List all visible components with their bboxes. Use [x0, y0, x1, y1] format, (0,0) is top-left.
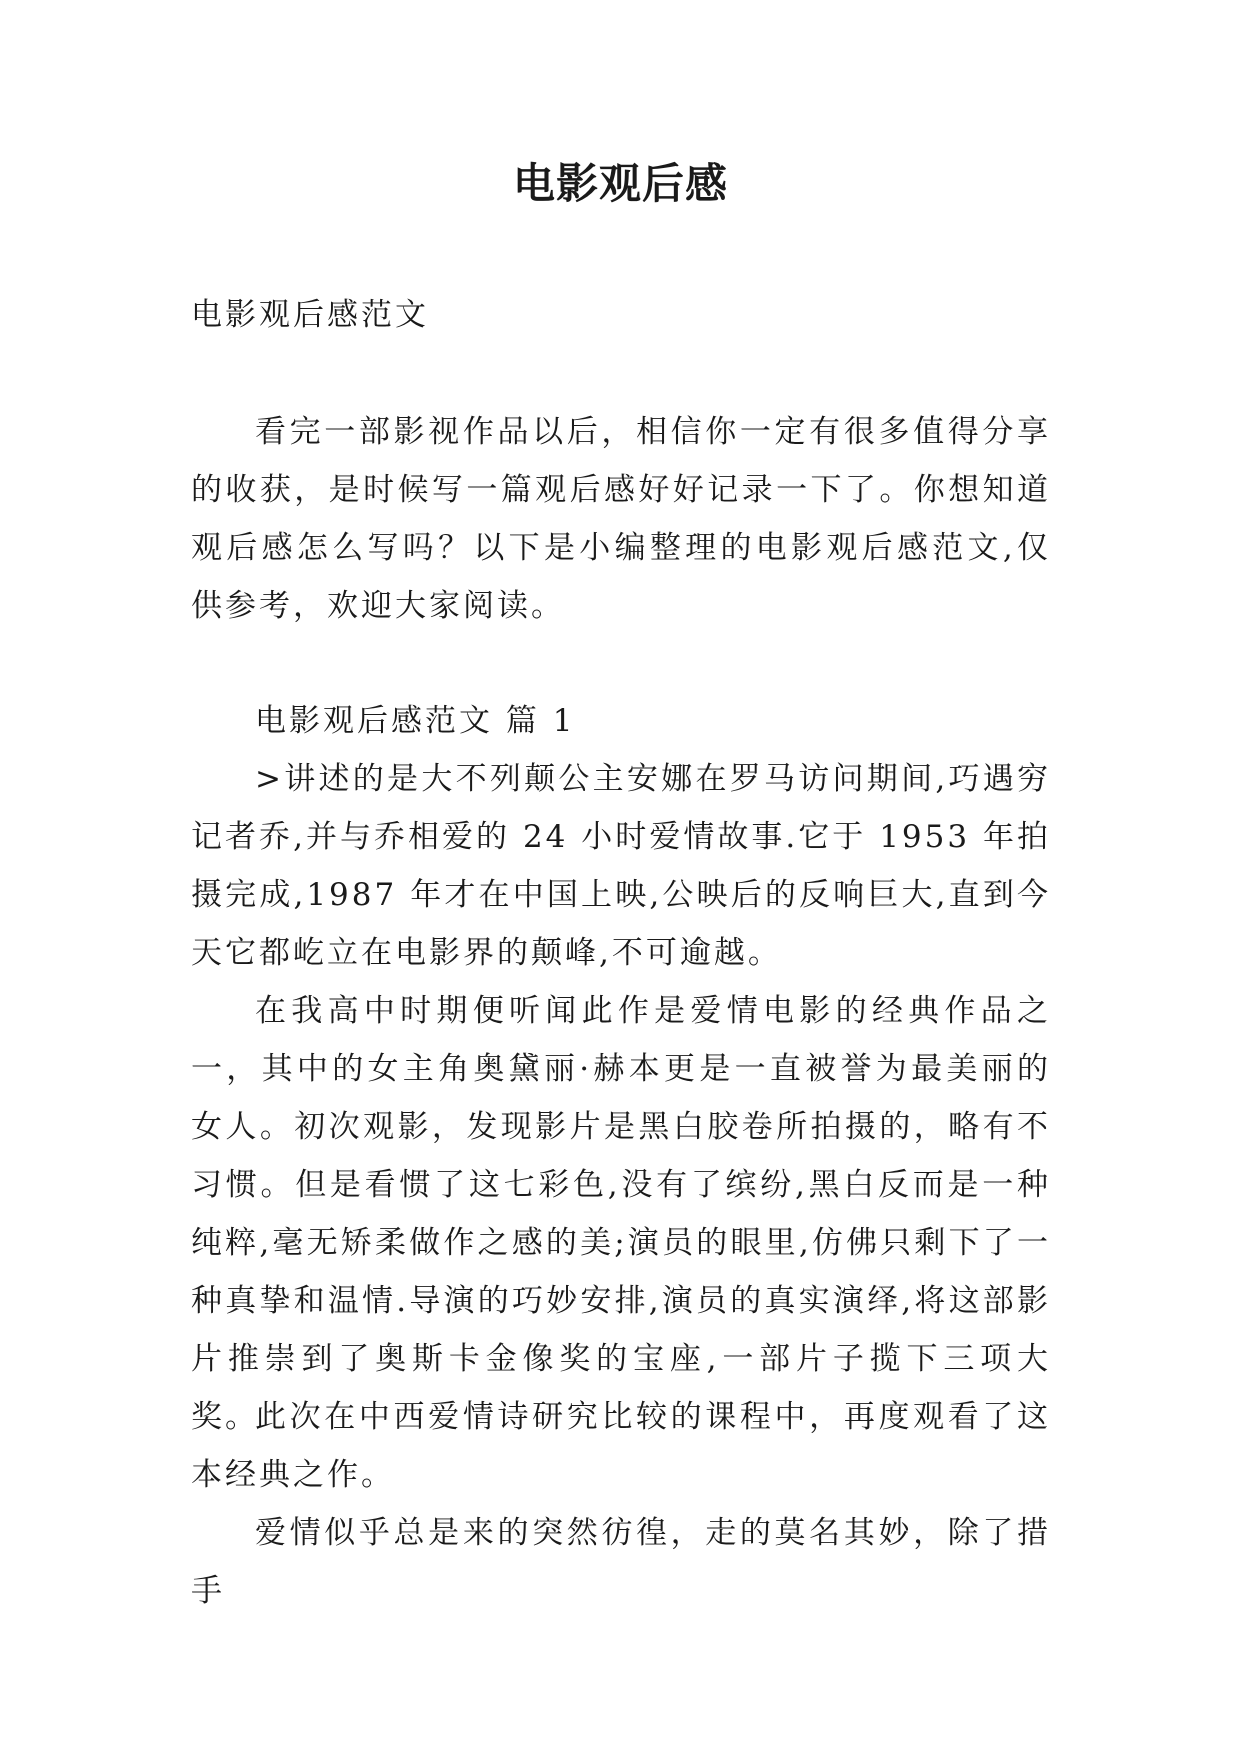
section-heading: 电影观后感范文 篇 1	[255, 703, 576, 739]
body-paragraph: 此次在中西爱情诗研究比较的课程中，再度观看了这本经典之作。	[191, 1399, 1051, 1493]
body-paragraph: >讲述的是大不列颠公主安娜在罗马访问期间,巧遇穷记者乔,并与乔相爱的 24 小时爱情故事.它于 1953 年拍摄完成,1987 年才在中国上映,公映后的反响巨大,直到今天它都屹立在电影界的颠峰,不可逾越。	[191, 761, 1051, 971]
document-title: 电影观后感	[512, 159, 728, 208]
document-subtitle: 电影观后感范文	[191, 297, 429, 333]
body-paragraph: 爱情似乎总是来的突然彷徨，走的莫名其妙，除了措手	[191, 1515, 1051, 1609]
body-paragraph: 在我高中时期便听闻此作是爱情电影的经典作品之一，其中的女主角奥黛丽·赫本更是一直被誉为最美丽的女人。初次观影，发现影片是黑白胶卷所拍摄的，略有不习惯。但是看惯了这七彩色,没有了缤纷,黑白反而是一种纯粹,毫无矫柔做作之感的美;演员的眼里,仿佛只剩下了一种真挚和温情.导演的巧妙安排,演员的真实演绎,将这部影片推崇到了奥斯卡金像奖的宝座,一部片子揽下三项大奖。	[191, 993, 1051, 1435]
intro-paragraph: 看完一部影视作品以后，相信你一定有很多值得分享的收获，是时候写一篇观后感好好记录一下了。你想知道观后感怎么写吗？以下是小编整理的电影观后感范文,仅供参考，欢迎大家阅读。	[191, 414, 1051, 624]
